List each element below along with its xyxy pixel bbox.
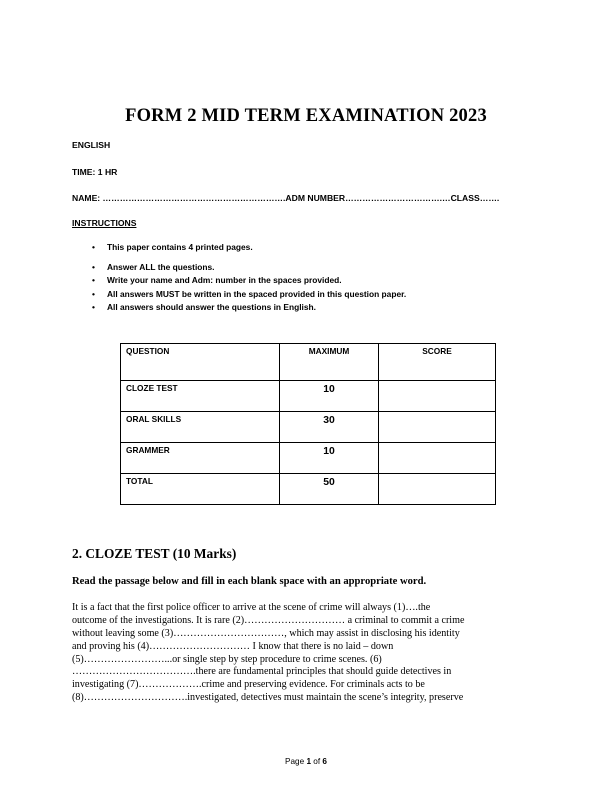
instruction-text: All answers MUST be written in the spaced provided in this question paper. <box>107 288 407 299</box>
cloze-passage <box>72 602 552 705</box>
bullet-icon: • <box>92 302 95 312</box>
table-row <box>121 474 496 505</box>
page-total: 6 <box>322 757 327 766</box>
question-cell: GRAMMER <box>121 443 280 474</box>
score-cell <box>379 443 496 474</box>
table-row <box>121 412 496 443</box>
passage-line: without leaving some (3)……………………………, which may assist in disclosing his identity <box>72 627 460 639</box>
bullet-icon: • <box>92 242 95 252</box>
score-cell <box>379 474 496 505</box>
passage-line: (8)………………………….investigated, detectives must maintain the scene’s integrity, preserve <box>72 692 464 704</box>
header-score: SCORE <box>379 344 496 381</box>
score-table-header-row <box>121 344 496 381</box>
name-adm-class-row: NAME: ……………………………………………………….ADM NUMBER…………………………….…CLASS……. <box>72 193 500 203</box>
instruction-text: Write your name and Adm: number in the spaces provided. <box>107 275 342 285</box>
score-cell <box>379 381 496 412</box>
time-label: TIME: 1 HR <box>72 167 118 177</box>
section-title: 2. CLOZE TEST (10 Marks) <box>72 546 237 561</box>
instruction-item <box>92 301 406 315</box>
question-cell: TOTAL <box>121 474 280 505</box>
maximum-cell: 10 <box>280 381 379 412</box>
section-instruction: Read the passage below and fill in each blank space with an appropriate word. <box>72 576 427 587</box>
instruction-text: Answer ALL the questions. <box>107 261 215 272</box>
page-current: 1 <box>306 757 311 766</box>
passage-line: It is a fact that the first police officer to arrive at the scene of crime will always (1)….the <box>72 602 431 613</box>
bullet-icon: • <box>92 288 95 299</box>
subject-label: ENGLISH <box>72 140 111 150</box>
instruction-text: This paper contains 4 printed pages. <box>107 242 253 252</box>
passage-line: (5)……………………...or single step by step procedure to crime scenes. (6) <box>72 653 382 665</box>
question-cell: CLOZE TEST <box>121 381 280 412</box>
maximum-cell: 30 <box>280 412 379 443</box>
exam-title: FORM 2 MID TERM EXAMINATION 2023 <box>125 106 487 126</box>
instruction-item <box>92 241 406 255</box>
maximum-cell: 50 <box>280 474 379 505</box>
instructions-list <box>92 241 406 315</box>
table-row <box>121 381 496 412</box>
bullet-icon: • <box>92 261 95 272</box>
bullet-icon: • <box>92 275 95 285</box>
score-table <box>120 343 496 505</box>
instruction-item <box>92 288 406 302</box>
score-cell <box>379 412 496 443</box>
passage-line: ……………………………….there are fundamental principles that should guide detectives in <box>72 666 452 678</box>
passage-line: and proving his (4)………………………… I know that there is no laid – down <box>72 640 394 652</box>
passage-line: outcome of the investigations. It is rare (2)………………………… a criminal to commit a crime <box>72 614 465 626</box>
instruction-item <box>92 274 406 288</box>
instruction-item <box>92 261 406 275</box>
header-question: QUESTION <box>121 344 280 381</box>
passage-line: investigating (7)……………….crime and preserving evidence. For criminals acts to be <box>72 679 425 691</box>
table-row <box>121 443 496 474</box>
instruction-text: All answers should answer the questions in English. <box>107 302 316 312</box>
page-middle: of <box>311 757 323 766</box>
page-footer <box>0 757 612 766</box>
header-maximum: MAXIMUM <box>280 344 379 381</box>
question-cell: ORAL SKILLS <box>121 412 280 443</box>
instructions-heading: INSTRUCTIONS <box>72 218 137 228</box>
maximum-cell: 10 <box>280 443 379 474</box>
page-prefix: Page <box>285 757 307 766</box>
